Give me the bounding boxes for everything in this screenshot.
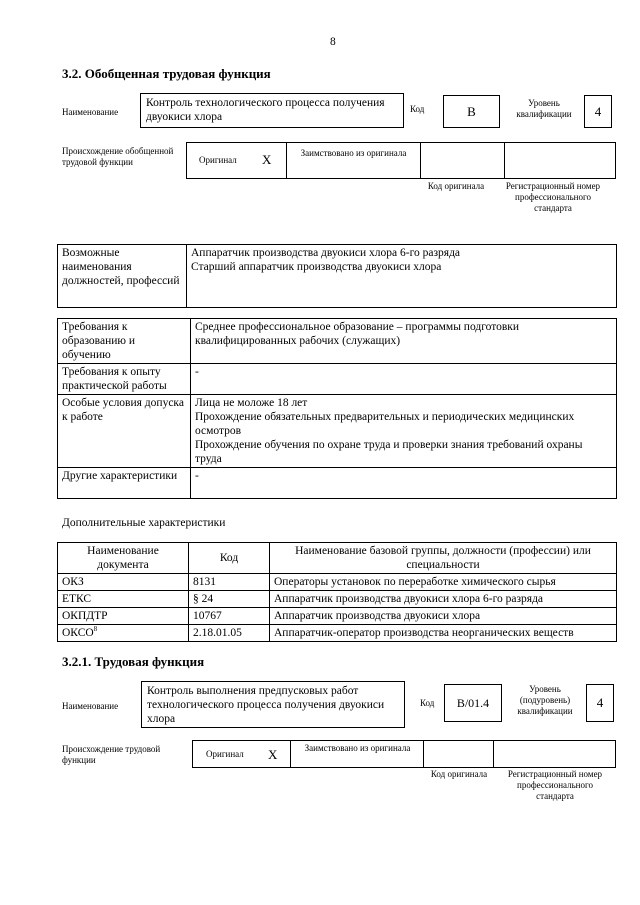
header-doc: Наименование документа — [58, 543, 189, 574]
footnote-mark: 8 — [93, 625, 98, 634]
gtf-origin-label: Происхождение обобщенной трудовой функции — [62, 146, 174, 167]
req-label: Требования к образованию и обучению — [58, 319, 191, 364]
header-name: Наименование базовой группы, должности (профессии) или специальности — [270, 543, 617, 574]
tf-code-value: B/01.4 — [444, 684, 502, 722]
subsection-title: 3.2.1. Трудовая функция — [62, 654, 205, 669]
row-code: 8131 — [189, 574, 270, 591]
position-item: Старший аппаратчик производства двуокиси хлора — [191, 261, 442, 273]
tf-name-label: Наименование — [62, 701, 119, 711]
table-row — [58, 608, 617, 625]
table-row — [58, 574, 617, 591]
table-row — [58, 625, 617, 642]
row-name: Аппаратчик-оператор производства неорганических веществ — [270, 625, 617, 642]
tf-level-label: Уровень (подуровень) квалификации — [517, 684, 573, 716]
row-code: § 24 — [189, 591, 270, 608]
row-name: Операторы установок по переработке химического сырья — [270, 574, 617, 591]
row-doc — [58, 625, 189, 642]
row-doc: ОКЗ — [58, 574, 189, 591]
gtf-code-caption: Код оригинала — [427, 181, 485, 191]
req-value-multi — [191, 395, 617, 468]
tf-name-value: Контроль выполнения предпусковых работ технологического процесса получения двуокиси хлора — [141, 681, 405, 728]
row-name: Аппаратчик производства двуокиси хлора — [270, 608, 617, 625]
position-item: Аппаратчик производства двуокиси хлора 6-го разряда — [191, 247, 461, 259]
gtf-name-value: Контроль технологического процесса получения двуокиси хлора — [140, 93, 404, 128]
row-doc: ОКПДТР — [58, 608, 189, 625]
row-name: Аппаратчик производства двуокиси хлора 6-го разряда — [270, 591, 617, 608]
tf-origin-label: Происхождение трудовой функции — [62, 744, 161, 765]
req-line: Прохождение обучения по охране труда и проверки знания требований охраны труда — [195, 439, 583, 465]
tf-code-label: Код — [420, 698, 435, 708]
tf-origin-box — [192, 740, 616, 768]
gtf-level-value: 4 — [584, 95, 612, 128]
tf-level-value: 4 — [586, 684, 614, 722]
req-label: Требования к опыту практической работы — [58, 364, 191, 395]
gtf-reg-caption: Регистрационный номер профессионального стандарта — [505, 181, 601, 213]
page-number: 8 — [330, 36, 336, 48]
gtf-origin-box — [186, 142, 616, 179]
gtf-name-label: Наименование — [62, 107, 119, 117]
gtf-original-mark: X — [262, 152, 272, 167]
table-row — [58, 591, 617, 608]
tf-original-label: Оригинал — [206, 749, 244, 759]
additional-title: Дополнительные характеристики — [62, 517, 226, 529]
tf-original-mark: X — [268, 747, 278, 762]
section-title: 3.2. Обобщенная трудовая функция — [62, 66, 271, 81]
gtf-code-value: B — [443, 95, 500, 128]
positions-table — [57, 244, 617, 308]
req-value: - — [191, 364, 617, 395]
req-line: Лица не моложе 18 лет — [195, 397, 308, 409]
header-code: Код — [189, 543, 270, 574]
row-code: 10767 — [189, 608, 270, 625]
additional-table — [57, 542, 617, 642]
req-value: - — [191, 468, 617, 499]
tf-reg-caption: Регистрационный номер профессионального стандарта — [507, 769, 603, 801]
row-doc: ЕТКС — [58, 591, 189, 608]
positions-label: Возможные наименования должностей, профессий — [58, 245, 187, 308]
positions-values — [187, 245, 617, 308]
gtf-level-label: Уровень квалификации — [516, 98, 572, 119]
gtf-borrowed-label: Заимствовано из оригинала — [300, 148, 407, 158]
row-code: 2.18.01.05 — [189, 625, 270, 642]
req-value: Среднее профессиональное образование – программы подготовки квалифицированных рабочих (служащих) — [191, 319, 617, 364]
gtf-code-label: Код — [410, 104, 425, 114]
req-label: Особые условия допуска к работе — [58, 395, 191, 468]
tf-borrowed-label: Заимствовано из оригинала — [304, 743, 411, 753]
requirements-table — [57, 318, 617, 499]
req-line: Прохождение обязательных предварительных и периодических медицинских осмотров — [195, 411, 575, 437]
req-label: Другие характеристики — [58, 468, 191, 499]
tf-code-caption: Код оригинала — [430, 769, 488, 779]
gtf-original-label: Оригинал — [199, 155, 237, 165]
row-doc-text: ОКСО — [62, 627, 94, 639]
